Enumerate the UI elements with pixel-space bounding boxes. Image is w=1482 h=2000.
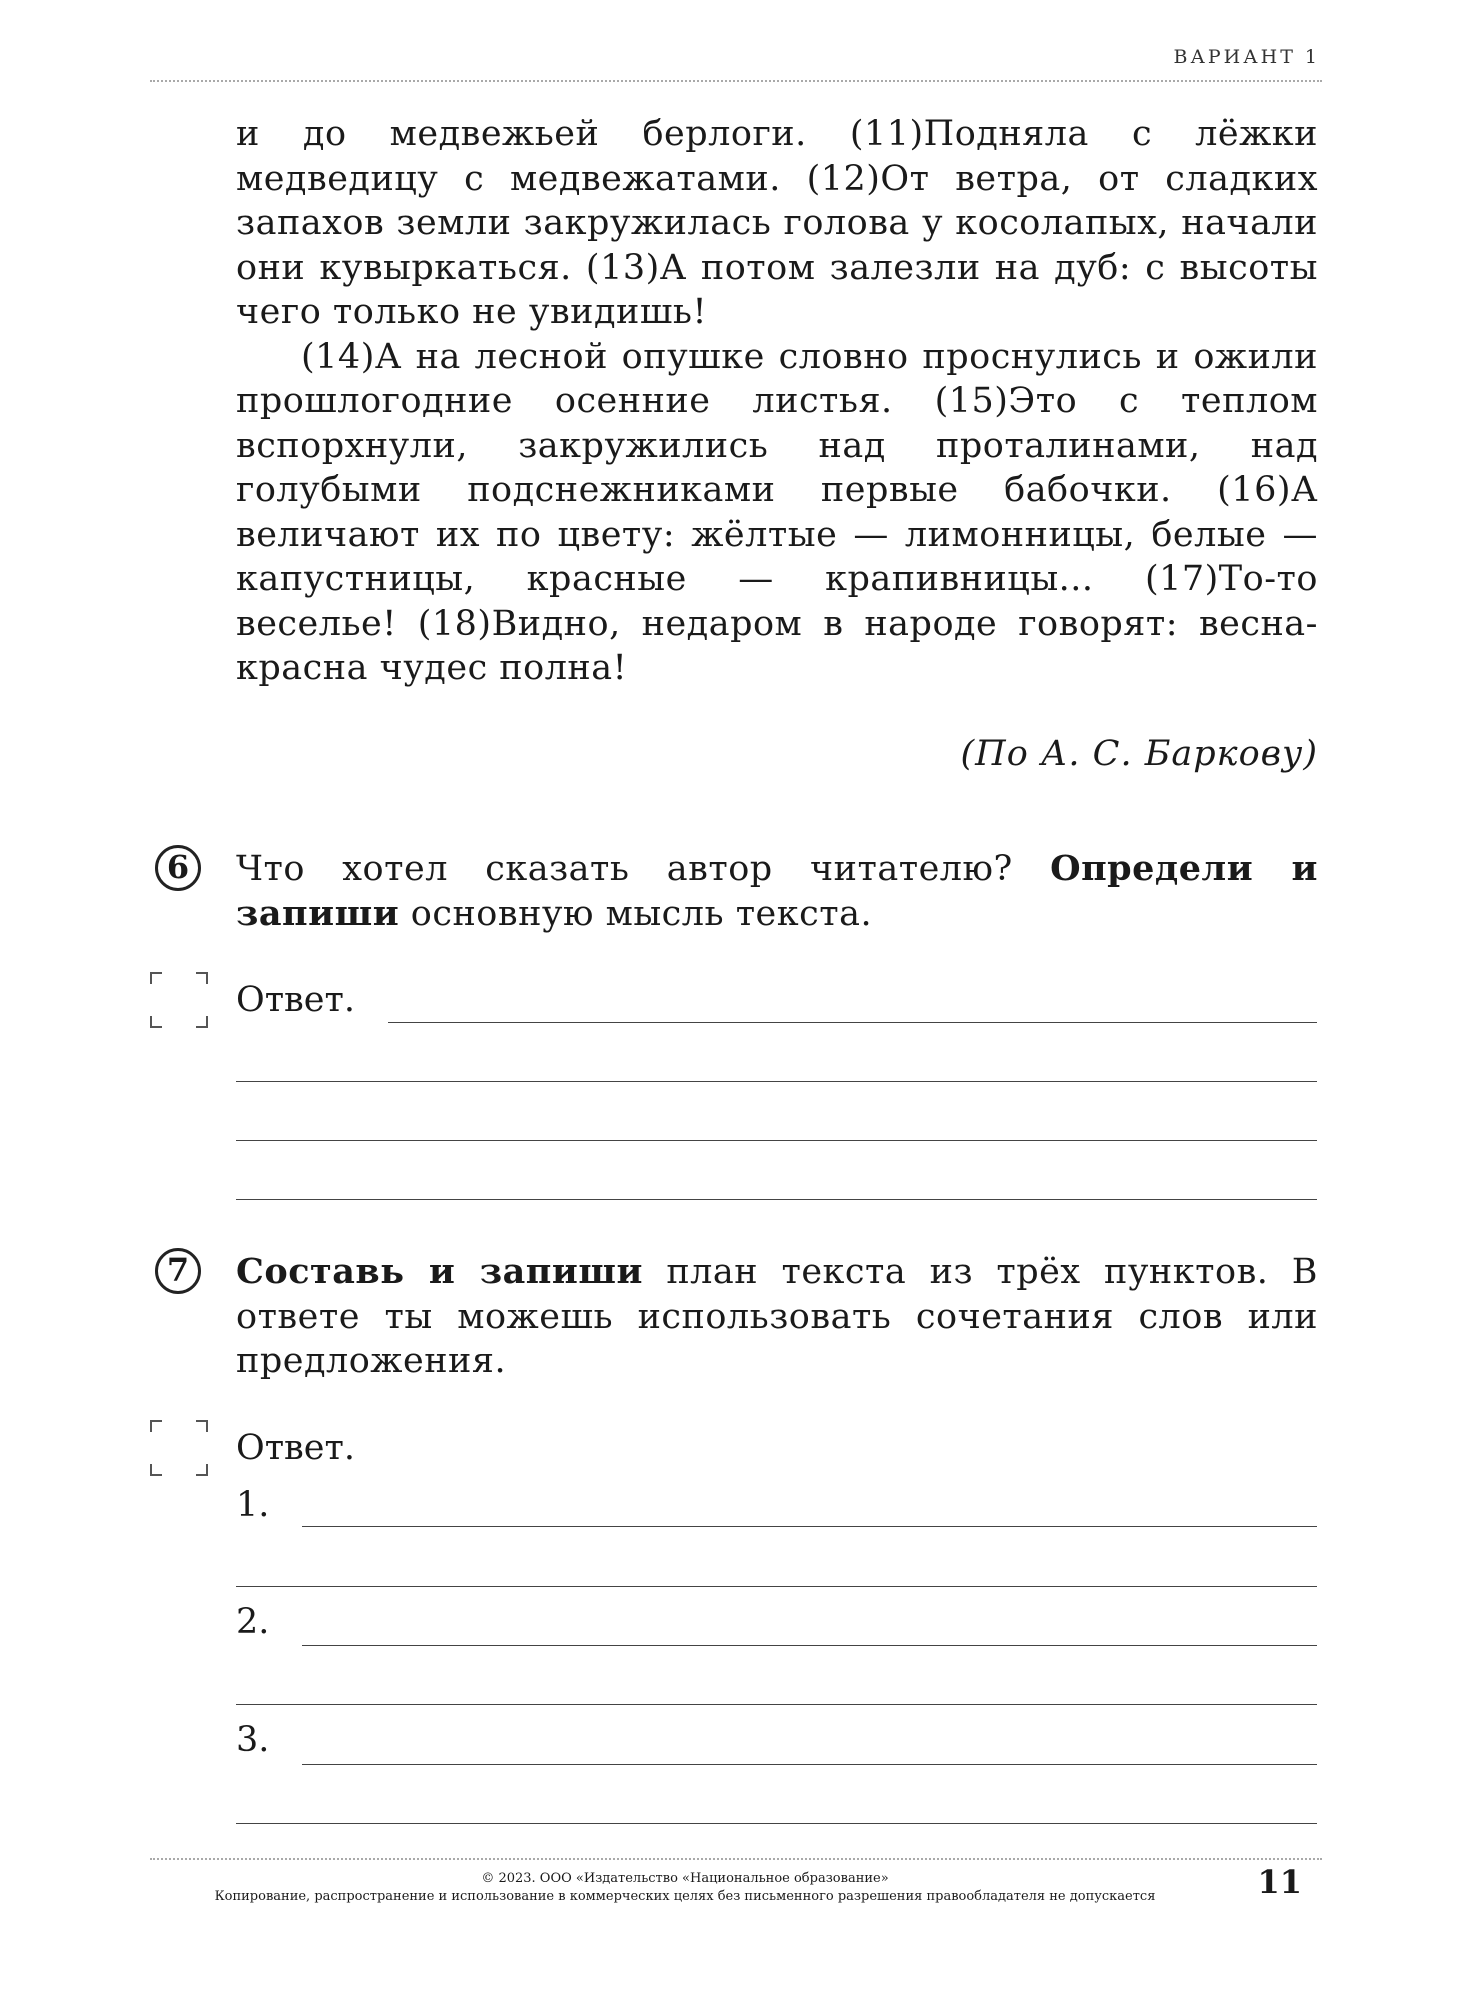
- task-6-score-box: [150, 972, 208, 1028]
- plan-item-1-number: 1.: [236, 1485, 270, 1525]
- passage-author: (По А. С. Баркову): [960, 734, 1318, 774]
- task-7-score-box: [150, 1420, 208, 1476]
- plan-item-3-line-1[interactable]: [302, 1764, 1317, 1765]
- plan-item-1-line-2[interactable]: [236, 1586, 1317, 1587]
- task-7-text: план текста из трёх пунктов. В ответе ты можешь использовать сочетания слов или предложения.: [236, 1252, 1318, 1381]
- task-7-question: [236, 1250, 1318, 1384]
- task-6-answer-line-2[interactable]: [236, 1081, 1317, 1082]
- plan-item-3-line-2[interactable]: [236, 1823, 1317, 1824]
- footer-notice: Копирование, распространение и использование в коммерческих целях без письменного разрешения правообладателя не допускается: [214, 1889, 1156, 1904]
- plan-item-2-line-2[interactable]: [236, 1704, 1317, 1705]
- passage-paragraph-2: (14)А на лесной опушке словно проснулись и ожили прошлогодние осенние листья. (15)Это с теплом вспорхнули, закружились над проталинами, над голубыми подснежниками первые бабочки. (16)А величают их по цвету: жёлтые — лимонницы, белые — капустницы, красные — крапивницы... (17)То-то веселье! (18)Видно, недаром в народе говорят: весна-красна чудес полна!: [236, 336, 1318, 688]
- task-6-answer-line-3[interactable]: [236, 1140, 1317, 1141]
- page-number: 11: [1257, 1863, 1302, 1901]
- variant-label: ВАРИАНТ 1: [1173, 46, 1320, 68]
- task-6-text-bold: Определи и запиши: [236, 848, 1318, 934]
- footer-copyright: © 2023. ООО «Издательство «Национальное образование»: [481, 1871, 889, 1886]
- task-7-answer-label: Ответ.: [236, 1428, 355, 1468]
- task-6-answer-line-1[interactable]: [388, 1022, 1317, 1023]
- plan-item-2-number: 2.: [236, 1602, 270, 1642]
- footer-copyright-block: [150, 1870, 1220, 1906]
- top-divider: [150, 80, 1322, 82]
- plan-item-2-line-1[interactable]: [302, 1645, 1317, 1646]
- task-6-number: 6: [155, 845, 201, 891]
- task-7-text-bold: Составь и запиши: [236, 1251, 643, 1292]
- bottom-divider: [150, 1858, 1322, 1860]
- plan-item-1-line-1[interactable]: [302, 1526, 1317, 1527]
- plan-item-3-number: 3.: [236, 1720, 270, 1760]
- task-6-answer-label: Ответ.: [236, 980, 355, 1020]
- task-6-answer-line-4[interactable]: [236, 1199, 1317, 1200]
- task-6-text-1: Что хотел сказать автор читателю?: [236, 849, 1051, 889]
- task-6-text-2: основную мысль текста.: [399, 893, 873, 934]
- task-6-question: [236, 847, 1318, 936]
- reading-passage: [236, 112, 1318, 691]
- passage-paragraph-1: и до медвежьей берлоги. (11)Подняла с лёжки медведицу с медвежатами. (12)От ветра, от сладких запахов земли закружилась голова у косолапых, начали они кувыркаться. (13)А потом залезли на дуб: с высоты чего только не увидишь!: [236, 114, 1318, 332]
- task-7-number: 7: [155, 1248, 201, 1294]
